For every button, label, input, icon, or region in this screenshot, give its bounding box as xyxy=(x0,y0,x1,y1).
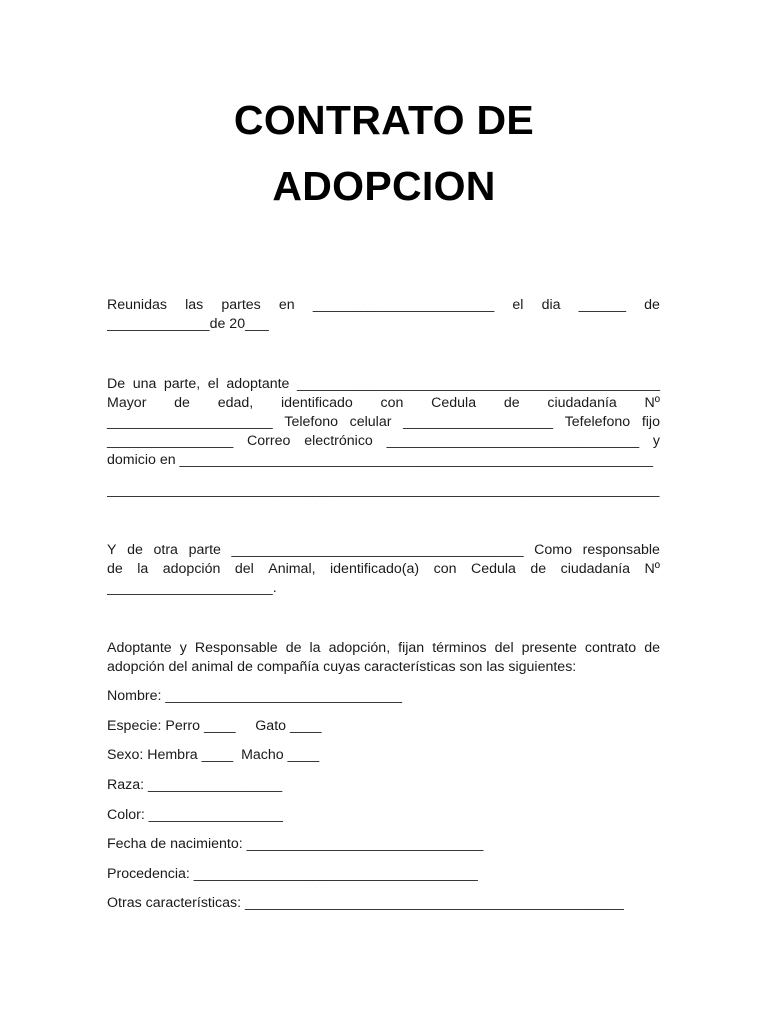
field-sexo: Sexo: Hembra ____ Macho ____ xyxy=(107,747,320,763)
line-word: Reunidas xyxy=(107,297,167,313)
line-word: identificado xyxy=(280,395,353,411)
line-word: de xyxy=(285,640,302,656)
line-word: y xyxy=(652,433,660,449)
paragraph-line: _____________________. xyxy=(107,580,277,596)
line-word: edad, xyxy=(217,395,254,411)
field-nombre: Nombre: ______________________________ xyxy=(107,688,403,704)
line-word: Y xyxy=(107,542,117,558)
line-word: y xyxy=(179,640,187,656)
line-word: adopción xyxy=(162,561,221,577)
line-word: Nº xyxy=(644,395,660,411)
line-word: De xyxy=(107,376,126,392)
justified-line xyxy=(107,560,660,579)
line-word: de xyxy=(127,542,143,558)
line-word: las xyxy=(185,297,204,313)
line-word: ______ xyxy=(578,297,626,313)
line-word: de xyxy=(644,297,660,313)
line-word: otra xyxy=(153,542,178,558)
line-word: Nº xyxy=(644,561,660,577)
line-word: adoptante xyxy=(226,376,290,392)
line-word: contrato xyxy=(584,640,637,656)
document-title-line-1: CONTRATO DE xyxy=(233,97,535,143)
line-word: de xyxy=(174,395,190,411)
line-word: electrónico xyxy=(304,433,373,449)
line-word: Como xyxy=(534,542,572,558)
line-word: de xyxy=(107,561,123,577)
paragraph-line: adopción del animal de compañía cuyas características son las siguientes: xyxy=(107,659,577,675)
line-word: responsable xyxy=(582,542,660,558)
line-word: Correo xyxy=(247,433,291,449)
line-word: con xyxy=(433,561,457,577)
paragraph-line: _____________de 20___ xyxy=(107,316,269,332)
line-word: el xyxy=(207,376,219,392)
line-word: términos xyxy=(432,640,487,656)
line-word: Adoptante xyxy=(107,640,172,656)
line-word: Animal, xyxy=(268,561,316,577)
line-word: ___________________ xyxy=(403,414,554,430)
line-word: el xyxy=(512,297,524,313)
line-word: ciudadanía xyxy=(560,561,631,577)
line-word: en xyxy=(278,297,295,313)
line-word: Telefono xyxy=(284,414,338,430)
line-word: la xyxy=(309,640,321,656)
paragraph-terms xyxy=(107,639,660,677)
paragraph-line: ______________________________________________________________________ xyxy=(107,482,660,498)
field-raza: Raza: _________________ xyxy=(107,777,283,793)
field-procedencia: Procedencia: ____________________________________ xyxy=(107,866,478,882)
line-word: _______________________ xyxy=(312,297,495,313)
line-word: Tefelefono xyxy=(564,414,631,430)
line-word: Mayor xyxy=(107,395,147,411)
line-word: fijan xyxy=(398,640,425,656)
line-word: fijo xyxy=(641,414,660,430)
justified-line xyxy=(107,432,660,451)
line-word: del xyxy=(494,640,514,656)
line-word: _____________________ xyxy=(107,414,273,430)
line-word: la xyxy=(137,561,149,577)
field-especie: Especie: Perro ____ Gato ____ xyxy=(107,718,322,734)
line-word: ________________________________ xyxy=(386,433,640,449)
line-word: Cedula xyxy=(431,395,477,411)
line-word: presente xyxy=(521,640,577,656)
field-otras-caracteristicas: Otras características: ________________________________________________ xyxy=(107,895,624,911)
line-word: parte, xyxy=(163,376,201,392)
line-word: ciudadanía xyxy=(547,395,617,411)
line-word: Responsable xyxy=(194,640,278,656)
line-word: una xyxy=(132,376,157,392)
line-word: Cedula xyxy=(470,561,516,577)
justified-line xyxy=(107,639,660,658)
line-word: partes xyxy=(221,297,261,313)
line-word: del xyxy=(234,561,254,577)
line-word: identificado(a) xyxy=(330,561,420,577)
paragraph-adopter xyxy=(107,375,660,500)
justified-line xyxy=(107,296,660,315)
line-word: dia xyxy=(541,297,561,313)
line-word: ______________________________________________ xyxy=(297,376,660,392)
field-color: Color: _________________ xyxy=(107,807,283,823)
paragraph-line: domicio en ____________________________________________________________ xyxy=(107,452,653,468)
line-word: de xyxy=(530,561,547,577)
justified-line xyxy=(107,375,660,394)
paragraph-meeting xyxy=(107,296,660,334)
justified-line xyxy=(107,413,660,432)
line-word: _____________________________________ xyxy=(231,542,524,558)
paragraph-responsible xyxy=(107,541,660,598)
line-word: celular xyxy=(349,414,392,430)
line-word: con xyxy=(380,395,404,411)
justified-line xyxy=(107,394,660,413)
line-word: de xyxy=(644,640,660,656)
line-word: adopción, xyxy=(328,640,391,656)
line-word: ________________ xyxy=(107,433,234,449)
document-title-line-2: ADOPCION xyxy=(272,163,496,209)
line-word: parte xyxy=(188,542,221,558)
field-fecha-nacimiento: Fecha de nacimiento: ______________________________ xyxy=(107,836,484,852)
justified-line xyxy=(107,541,660,560)
line-word: de xyxy=(503,395,520,411)
